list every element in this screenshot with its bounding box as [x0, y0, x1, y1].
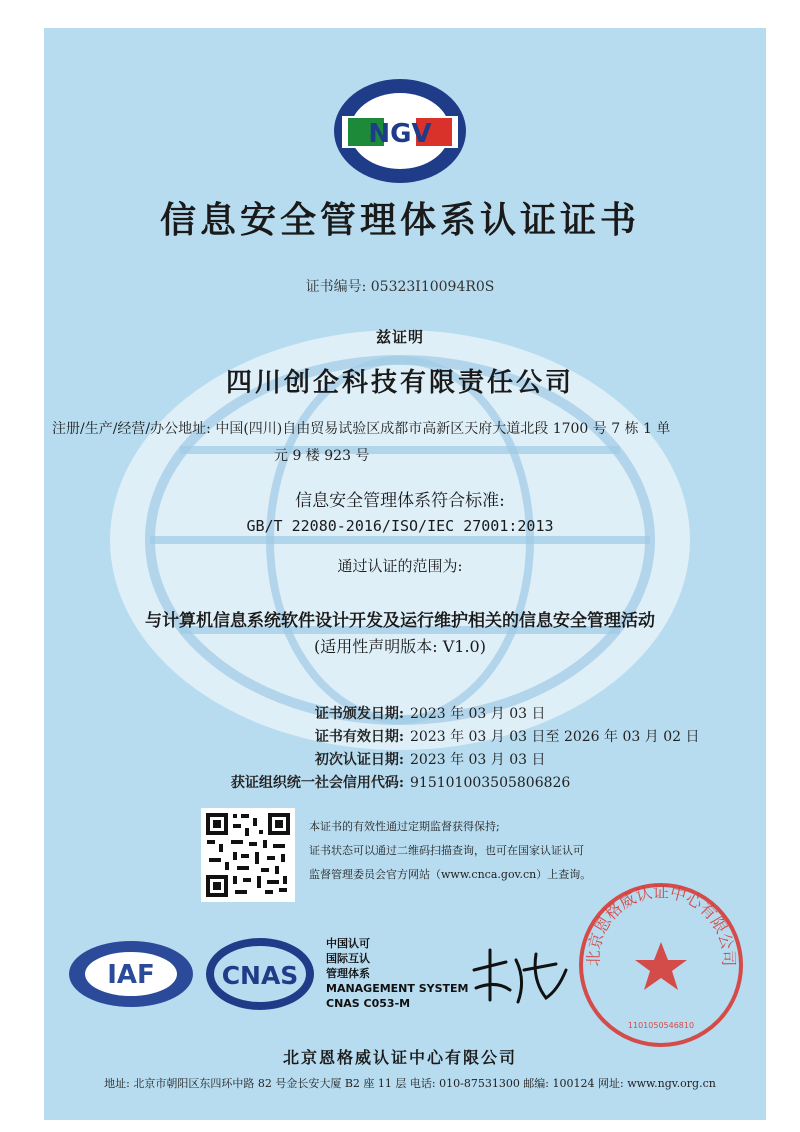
standard-label: 信息安全管理体系符合标准: [295, 491, 505, 511]
accreditation-line-3: 管理体系 [326, 967, 370, 980]
certificate-title: 信息安全管理体系认证证书 [159, 199, 640, 241]
address-line-2: 元 9 楼 923 号 [274, 448, 370, 464]
scope-text: 与计算机信息系统软件设计开发及运行维护相关的信息安全管理活动 [145, 611, 655, 631]
certificate-number-value: 05323I10094R0S [370, 279, 495, 295]
certify-text: 兹证明 [375, 328, 424, 346]
iaf-logo [66, 938, 196, 1010]
date-value: 2023 年 03 月 03 日至 2026 年 03 月 02 日 [410, 729, 700, 745]
scope-label: 通过认证的范围为: [337, 557, 463, 575]
date-row-credit-code [200, 772, 720, 795]
accreditation-line-2: 国际互认 [326, 952, 370, 965]
company-seal [576, 880, 746, 1050]
date-label: 证书颁发日期: [314, 706, 404, 722]
address-line-1: 中国(四川)自由贸易试验区成都市高新区天府大道北段 1700 号 7 栋 1 单 [215, 421, 671, 437]
ngv-logo [330, 76, 470, 186]
qr-code[interactable] [201, 808, 295, 902]
date-label: 获证组织统一社会信用代码: [230, 775, 404, 791]
date-label: 证书有效日期: [314, 729, 404, 745]
date-value: 2023 年 03 月 03 日 [410, 752, 546, 768]
footer-contact: 地址: 北京市朝阳区东四环中路 82 号金长安大厦 B2 座 11 层 电话: 010-87531300 邮编: 100124 网址: www.ngv.org.cn [104, 1077, 716, 1090]
date-value: 915101003505806826 [410, 775, 571, 791]
accreditation-line-5: CNAS C053-M [326, 997, 411, 1010]
note-line-3: 监督管理委员会官方网站（www.cnca.gov.cn）上查询。 [309, 868, 592, 881]
seal-text: 北京恩格威认证中心有限公司 [583, 882, 739, 967]
date-value: 2023 年 03 月 03 日 [410, 706, 546, 722]
date-row-valid [200, 726, 720, 749]
date-row-issue [200, 703, 720, 726]
note-line-2: 证书状态可以通过二维码扫描查询，也可在国家认证认可 [309, 844, 584, 857]
seal-code: 1101050546810 [627, 1021, 695, 1030]
certificate-number [0, 276, 800, 296]
ngv-logo-text: NGV [368, 119, 432, 149]
accreditation-line-4: MANAGEMENT SYSTEM [326, 982, 469, 995]
note-line-1: 本证书的有效性通过定期监督获得保持; [309, 820, 500, 833]
standard-value: GB/T 22080-2016/ISO/IEC 27001:2013 [246, 517, 554, 535]
issuing-body: 北京恩格威认证中心有限公司 [282, 1048, 517, 1067]
company-address [52, 416, 762, 470]
dates-table [200, 703, 720, 795]
company-name: 四川创企科技有限责任公司 [225, 368, 574, 398]
certificate-number-label: 证书编号: [305, 279, 367, 295]
address-label: 注册/生产/经营/办公地址: [52, 421, 211, 437]
accreditation-line-1: 中国认可 [326, 937, 370, 950]
scope-note: (适用性声明版本: V1.0) [314, 637, 486, 656]
date-label: 初次认证日期: [314, 752, 404, 768]
date-row-initial [200, 749, 720, 772]
cnas-logo-text: CNAS [221, 961, 299, 990]
validity-notes [309, 815, 689, 887]
cnas-logo [204, 934, 316, 1014]
iaf-logo-text: IAF [107, 960, 155, 990]
signature [466, 940, 576, 1010]
